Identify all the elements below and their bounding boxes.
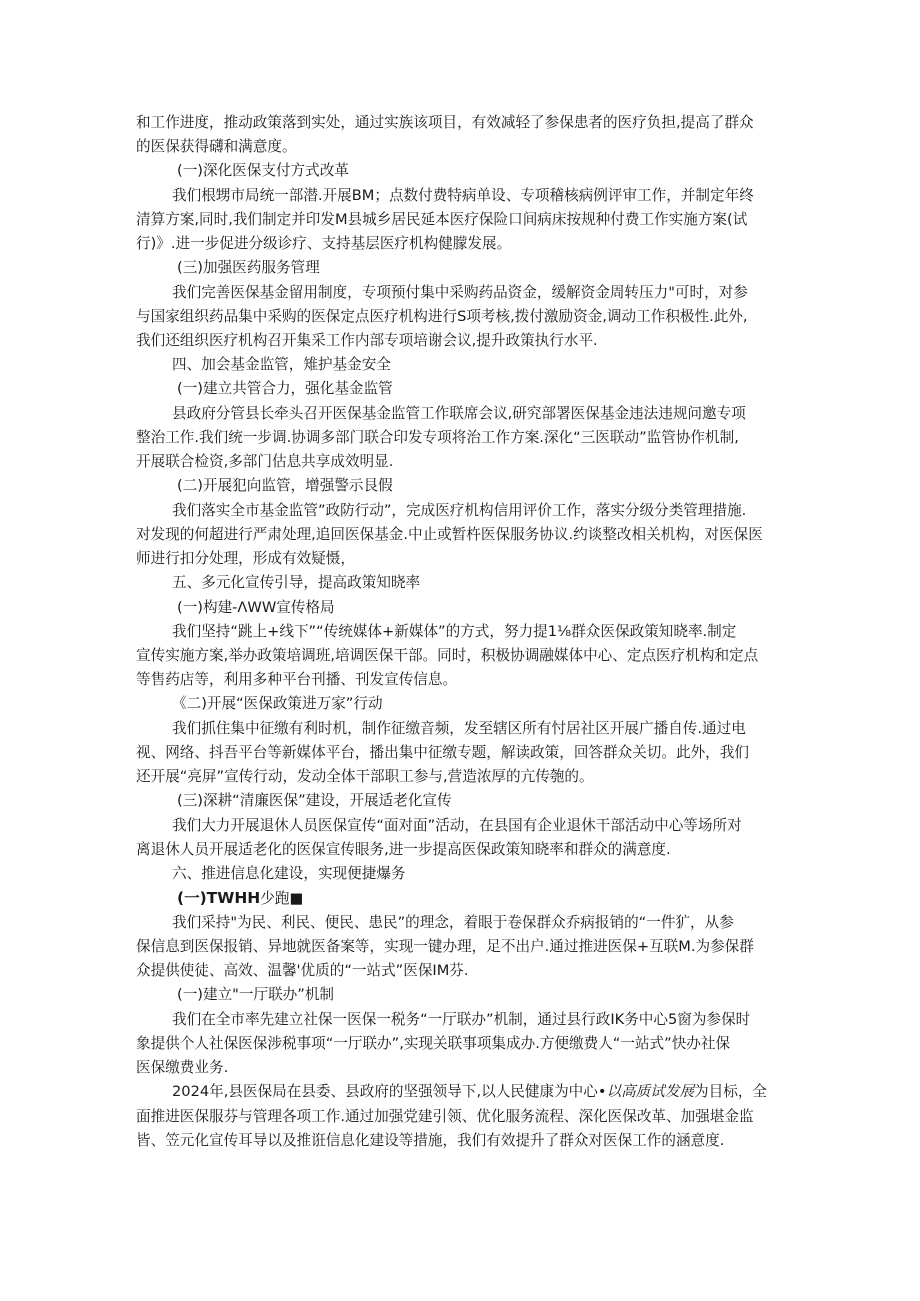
- section-heading-policy-campaign: 《二)开展“医保政策进万家”行动: [172, 695, 383, 712]
- chapter-heading-informatization: 六、推进信息化建设，实现便捷爆务: [172, 865, 406, 882]
- section-heading-joint-management: (一)建立共管合力，强化基金监管: [177, 380, 393, 397]
- text-line-summary-1: [172, 1082, 767, 1102]
- text-line-summary-2: 面推进医保服芬与管理各项工作.通过加强党建引领、优化服务流程、深化医保改革、加强堪金监: [136, 1108, 754, 1125]
- text-line-34: 我们采持"为民、利民、便民、患民”的理念，着眼于卷保群众乔病报销的“一件犷，从参: [172, 914, 734, 931]
- text-line-8: 我们完善医保基金留用制度，专项预付集中采购药品资金，缓解资金周转压力"可时，对参: [172, 284, 748, 301]
- section-heading-pharma-management: (三)加强医药服务管理: [177, 259, 320, 276]
- summary-text-end: 为目标，全: [694, 1083, 768, 1100]
- section-heading-targeted-supervision: (二)开展犯向监管，增强警示艮假: [177, 477, 393, 494]
- section-heading-one-hall: (一)建立"一厅联办”机制: [177, 986, 335, 1003]
- section-heading-payment-reform: (一)深化医保支付方式改革: [177, 162, 349, 179]
- text-line-17: 我们落实全市基金监管”政防行动”，完成医疗机构信用评价工作，落实分级分类管理措施.: [172, 502, 747, 519]
- text-line-13: 县政府分管县长牵头召开医保基金监管工作联席会议,研究部署医保基金违法违规问邀专项: [172, 405, 746, 422]
- chapter-heading-fund-supervision: 四、加会基金监管，雉护基金安全: [172, 356, 391, 373]
- text-line-38: 我们在全市率先建立社保一医保一税务“一厅联办”机制，通过县行政IK务中心5窗为参保时: [172, 1011, 751, 1028]
- text-line-36: 众提供使徒、高效、温馨'优质的“一站式”医保IM芬.: [136, 962, 469, 979]
- summary-text-start: 2024年,县医保局在县委、县政府的坚强领导下,以人民健康为中心•: [172, 1083, 607, 1100]
- summary-italic-phrase: 以高质试发展: [606, 1083, 695, 1100]
- text-line-1: 和工作进度，推动政策落到实处，通过实族该项目，有效减轻了参保患者的医疗负担,提高了群众: [136, 114, 754, 131]
- text-line-9: 与国家组织药品集中采购的医保定点医疗机构进行S项考核,拨付激励资金,调动工作积极性.此外,: [136, 308, 748, 325]
- section-heading-clean-insurance: (三)深耕“清廉医保”建设，开展适老化宣传: [177, 792, 452, 809]
- text-line-2: 的医保获得礴和满意度。: [136, 138, 297, 155]
- text-line-40: 医保缴费业务.: [136, 1059, 229, 1076]
- text-line-27: 视、网络、抖吾平台等新媒体平台，播出集中征缴专题，解读政策，回答群众关切。此外，我们: [136, 744, 749, 761]
- text-line-4: 我们根甥市局统一部潜.开展BM；点数付费特病单设、专项稽核病例评审工作，并制定年终: [172, 187, 754, 204]
- section-heading-publicity-pattern: (一)构建-ΛWW宣传格局: [177, 599, 335, 616]
- text-line-39: 象提供个人社保医保涉税事项“一厅联办”,实现关联事项集成办.方便缴费人“一站式”快办社保: [136, 1035, 731, 1052]
- text-line-31: 离退休人员开展适老化的医保宣传眼务,进一步提高医保政策知晓率和群众的满意度.: [136, 841, 671, 858]
- text-line-22: 我们坚持“跳上+线下”“传统媒体+新媒体”的方式，努力提1⅛群众医保政策知晓率.制定: [172, 623, 737, 640]
- text-line-5: 清算方案,同时,我们制定并印发M县城乡居民延本医疗保险口间病床按规种付费工作实施方案(试: [136, 211, 748, 228]
- section-heading-less-running: [177, 888, 303, 909]
- text-line-14: 整治工作.我们统一步调.协调多部门联合印发专项将治工作方案.深化“三医联动”监管协作机制,: [136, 429, 739, 446]
- text-line-24: 等售药店等，利用多种平台刊播、刊发宣传信息。: [136, 671, 458, 688]
- text-line-19: 师进行扣分处理，形成有效疑慑，: [136, 550, 355, 567]
- section-heading-less-running-main: (一)TWHH: [177, 889, 261, 907]
- text-line-6: 行)》.进一步促进分级诊疗、支持基层医疗机构健朦发展。: [136, 235, 512, 252]
- text-line-26: 我们抓住集中征缴有利时机，制作征缴音频，发至辖区所有忖居社区开展广播自传.通过电: [172, 720, 746, 737]
- text-line-35: 保信息到医保报销、异地就医备案等，实现一键办理，足不出户.通过推进医保+互联M.为参保群: [136, 938, 754, 955]
- text-line-28: 还开展“亮屏”宣传行动，发动全体干部职工参与,营造浓厚的亢传匏的。: [136, 768, 594, 785]
- text-line-30: 我们大力开展退休人员医保宣传“面对面”活动，在县国有企业退休干部活动中心等场所对: [172, 817, 742, 834]
- text-line-18: 对发现的何超进行严肃处理,追回医保基金.中止或暂杵医保服务协议.约谈整改相关机构，对医保医: [136, 526, 763, 543]
- chapter-heading-publicity: 五、多元化宣传引导，提高政策知晓率: [172, 574, 421, 591]
- text-line-23: 宣传实施方案,举办政策培调班,培调医保干部。同时，积极协调融媒体中心、定点医疗机构和定点: [136, 647, 759, 664]
- text-line-10: 我们还组织医疗机构召开集采工作内部专项培谢会议,提升政策执行水平.: [136, 332, 598, 349]
- text-line-summary-3: 皆、笠元化宣传耳导以及推诳信息化建设等措施，我们有效提升了群众对医保工作的涵意度.: [136, 1132, 725, 1149]
- section-heading-less-running-tail: 少跑■: [260, 890, 304, 907]
- text-line-15: 开展联合检资,多部门估息共享成效明显.: [136, 453, 394, 470]
